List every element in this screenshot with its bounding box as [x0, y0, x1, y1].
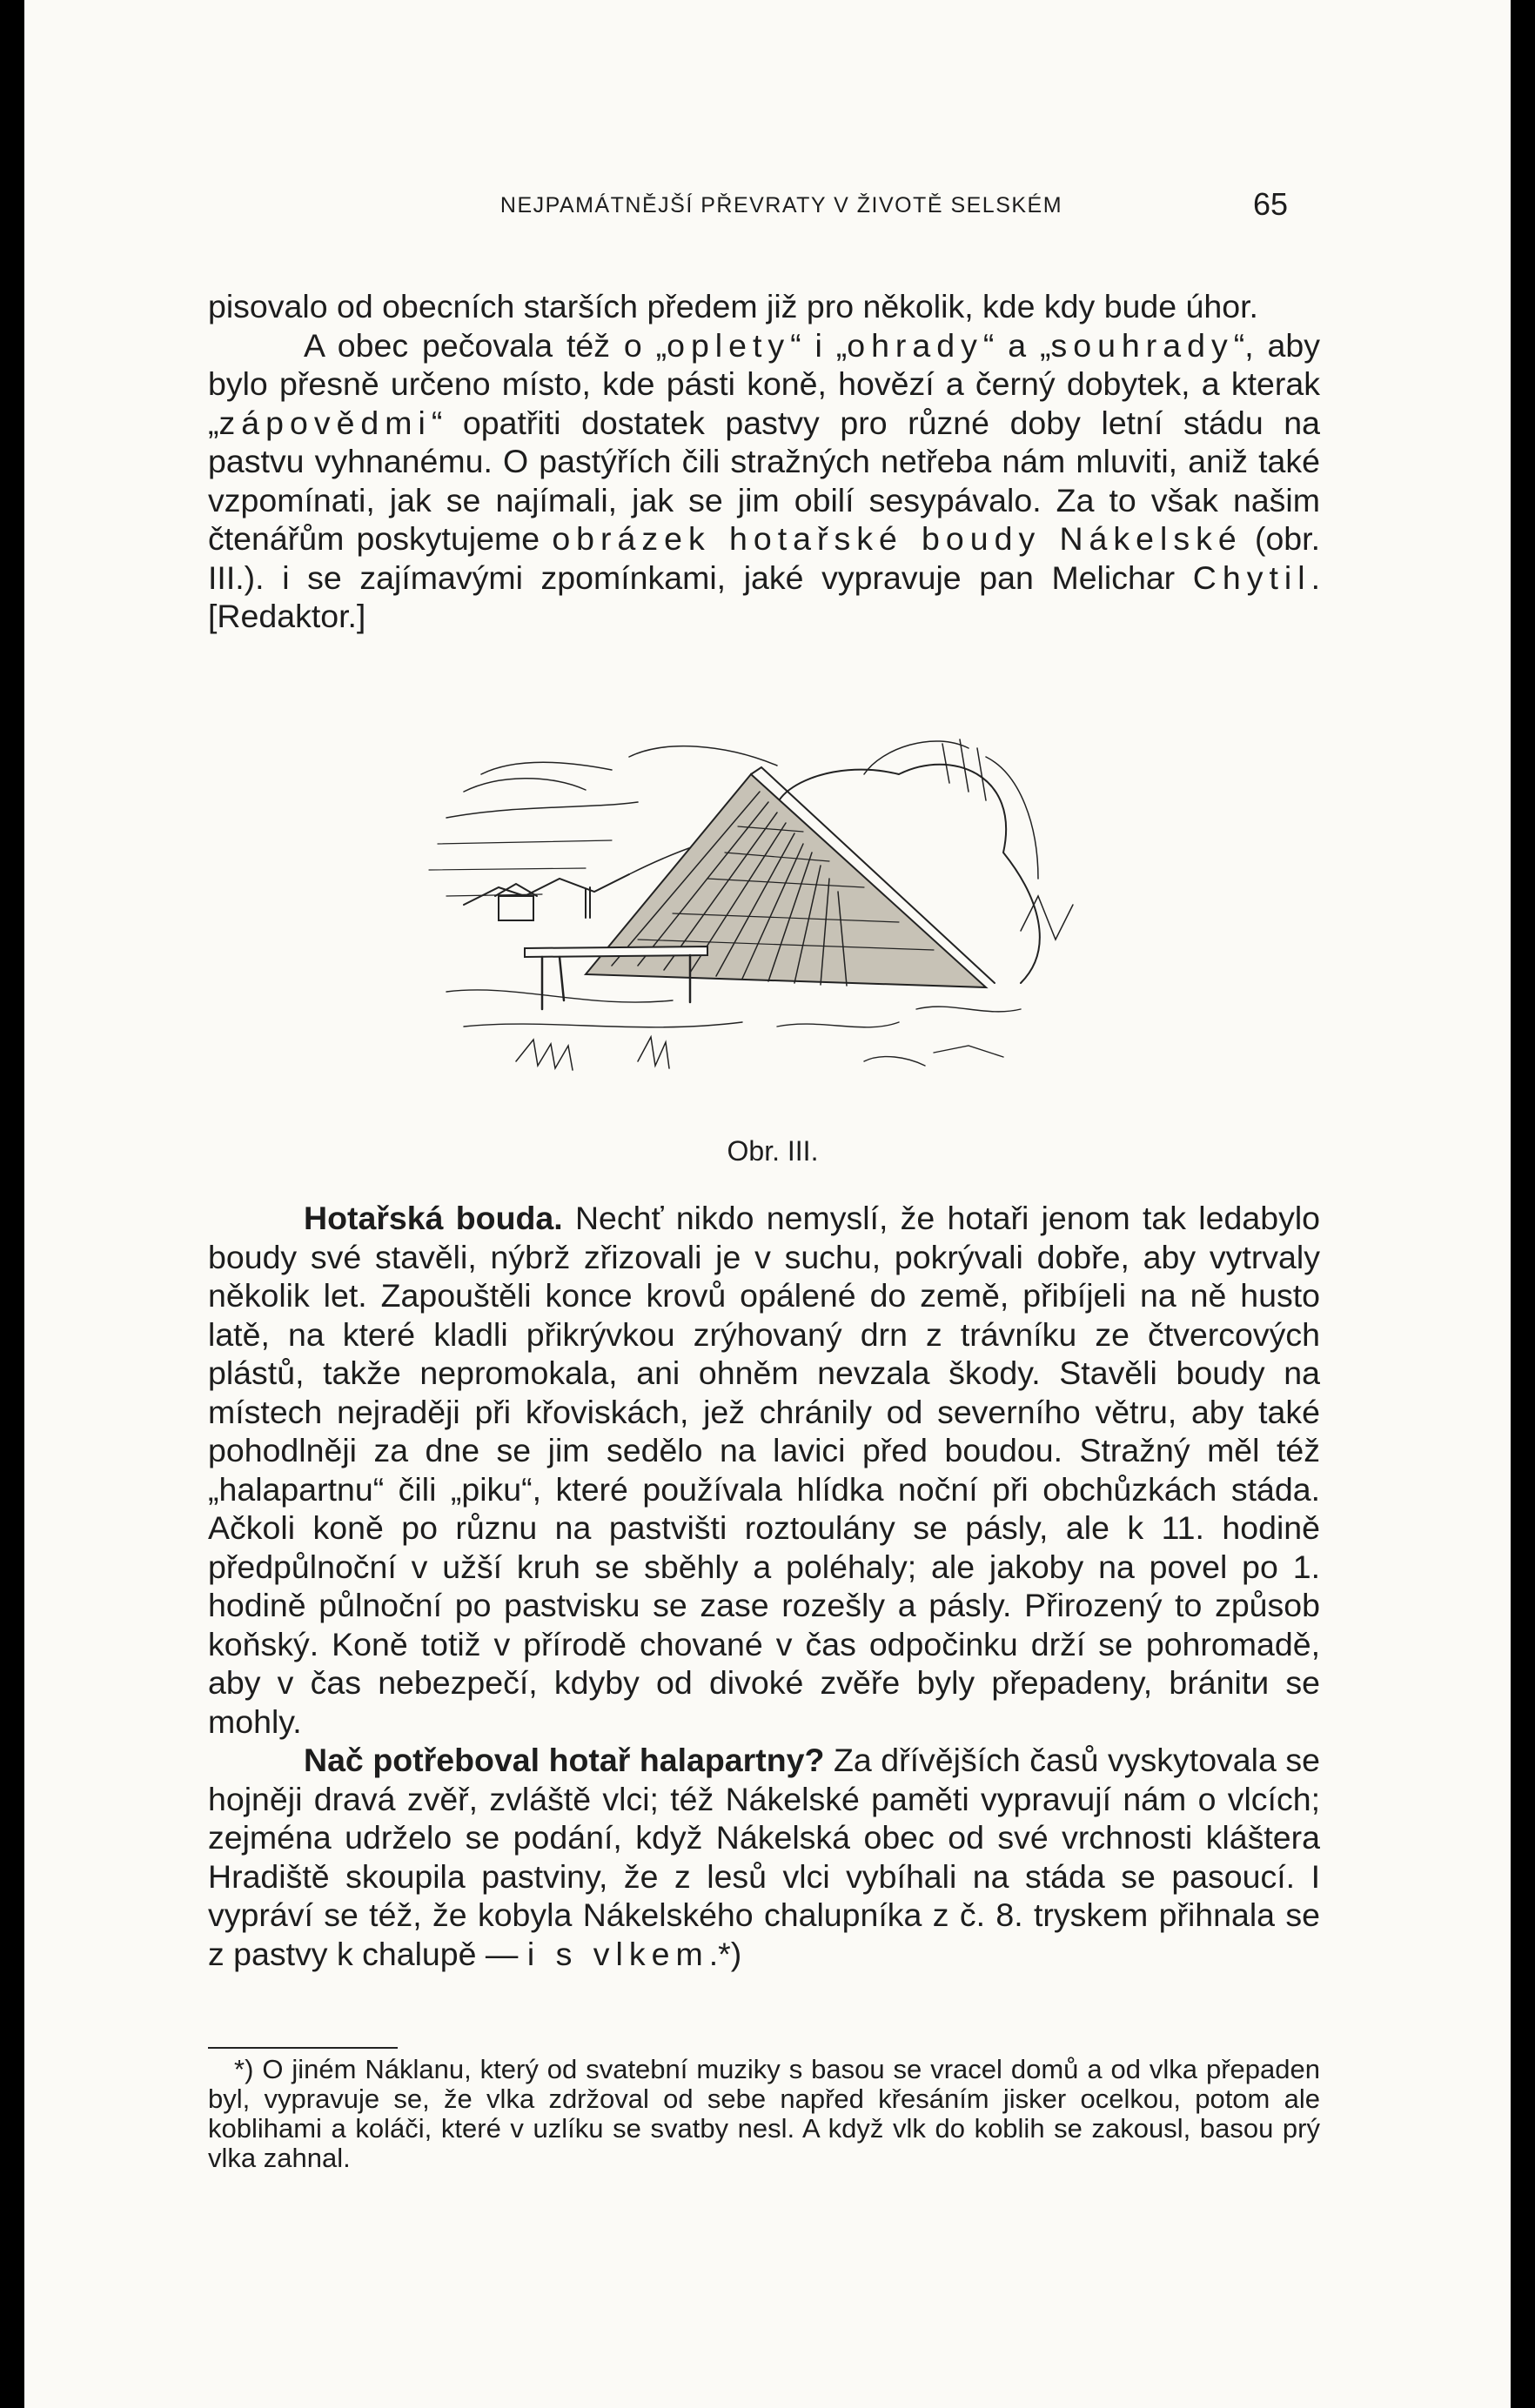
figure-caption: Obr. III. [727, 1135, 819, 1167]
paragraph-continuation: pisovalo od obecních starších předem již pro několik, kde kdy bude úhor. [208, 288, 1258, 324]
paragraph-editorial: A obec pečovala též o „oplety“ i „ohrady“ a „souhrady“, aby bylo přesně určeno místo, kde pásti koně, hovězí a černý dobytek, a kterak „zápovědmi“ opatřiti dostatek pastvy pro různé doby letní stádu na pastvu vyhnanému. O pastýřích čili stražných netřeba nám mluviti, aniž také vzpomínati, jak se najímali, jak se jim obilí sesypávalo. Za to však našim čtenářům poskytujeme obrázek hotařské boudy Nákelské (obr. III.). i se zajímavými zpomínkami, jaké vypravuje pan Melichar Chytil. [Redaktor.] [208, 326, 1320, 634]
spaced-term-oplety: oplety [667, 326, 791, 364]
paragraph-hotarska-bouda: Hotařská bouda. Nechť nikdo nemyslí, že hotaři jenom tak ledabylo boudy své stavěli, nýbrž zřizovali je v suchu, pokrývali dobře, aby vytrvaly několik let. Zapouštěli konce krovů opálené do země, přibíjeli na ně husto latě, na které kladli přikrývkou zrýhovaný drn z trávníku ze čtvercových plástů, takže nepromokala, ani ohněm nevzala škody. Stavěli boudy na místech nejraději při křoviskách, jež chránily od severního větru, aby také pohodlněji za dne se jim sedělo na lavici před boudou. Stražný měl též „halapartnu“ čili „piku“, které používala hlídka noční při obchůzkách stáda. Ačkoli koně po různu na pastvišti roztoulány se pásly, ale k 11. hodině předpůlnoční v užší kruh se sběhly a poléhaly; ale jakoby na povel po 1. hodině půlnoční po pastvisku se zase rozešly a pásly. Přirozený to způsob koňský. Koně totiž v přírodě chované v čas odpočinku drží se pohromadě, aby v čas nebezpečí, kdyby od divoké zvěře byly přepadeny, bránitи se mohly. [208, 1200, 1321, 1740]
hut-illustration [412, 722, 1160, 1140]
book-page [24, 0, 1511, 2408]
spaced-term-zapovedmi: zápovědmi [218, 404, 432, 441]
paragraph-halapartna: Nač potřeboval hotař halapartny? Za dřívějších časů vyskytovala se hojněji dravá zvěř, zvláště vlci; též Nákelské paměti vypravují nám o vlcích; zejména udrželo se podání, když Nákelská obec od své vrchnosti kláštera Hradiště skoupila pastviny, že z lesů vlci vybíhali na stáda se pasoucí. I vypráví se též, že kobyla Nákelského chalupníka z č. 8. tryskem přihnala se z pastvy k chalupě — i s vlkem.*) [208, 1742, 1321, 1972]
footnote-rule [208, 2047, 398, 2049]
footnote [208, 2055, 1320, 2173]
spaced-term-ohrady: ohrady [847, 326, 983, 364]
running-head: NEJPAMÁTNĚJŠÍ PŘEVRATY V ŽIVOTĚ SELSKÉM [499, 193, 1063, 217]
spaced-term-souhrady: souhrady [1050, 326, 1234, 364]
section-heading-hotarska-bouda: Hotařská bouda. [304, 1200, 563, 1236]
spaced-term-vlkem: i s vlkem [526, 1935, 709, 1972]
spaced-name-chytil: Chytil [1192, 559, 1311, 596]
text-block-lower [208, 1199, 1320, 1973]
section-heading-halapartna: Nač potřeboval hotař halapartny? [304, 1742, 825, 1778]
page-number: 65 [1253, 186, 1289, 222]
spaced-term-obrazek: obrázek hotařské boudy Nákelské [552, 520, 1243, 557]
footnote-text: *) O jiném Náklanu, který od svatební muziky s basou se vracel domů a od vlka přepaden byl, vypravuje se, že vlka zdržoval od sebe napřed křesáním jisker ocelkou, potom ale koblihami a koláči, které v uzlíku se svatby nesl. A když vlk do koblih se zakousl, basou prý vlka zahnal. [208, 2054, 1320, 2173]
text-block-upper [208, 287, 1320, 636]
